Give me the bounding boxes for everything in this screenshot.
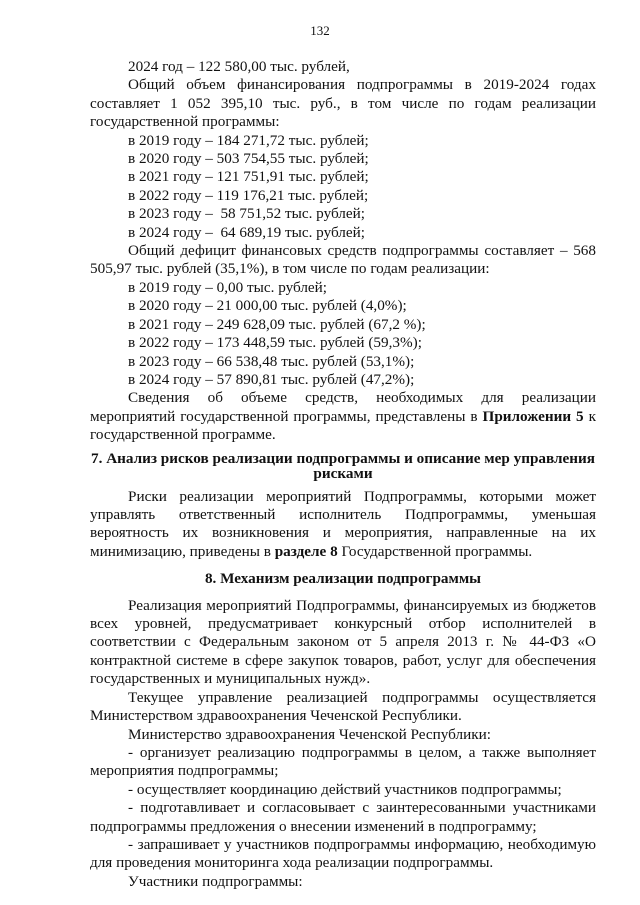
funding-year-item: в 2020 году – 503 754,55 тыс. рублей; [128, 150, 369, 168]
funding-year-item: в 2024 году – 64 689,19 тыс. рублей; [128, 223, 365, 241]
deficit-year-item: в 2023 году – 66 538,48 тыс. рублей (53,1%); [128, 352, 415, 370]
deficit-year-item: в 2019 году – 0,00 тыс. рублей; [128, 278, 328, 296]
deficit-year-item: в 2020 году – 21 000,00 тыс. рублей (4,0%); [128, 297, 407, 315]
page-body [90, 58, 596, 891]
page-number: 132 [310, 23, 330, 38]
funding-year-item: в 2022 году – 119 176,21 тыс. рублей; [128, 186, 369, 204]
ministry-duty-item: - осуществляет координацию действий участников подпрограммы; [128, 780, 562, 798]
ministry-line: Министерство здравоохранения Чеченской Республики: [128, 725, 491, 743]
deficit-paragraph: Общий дефицит финансовых средств подпрограммы составляет – 568 505,97 тыс. рублей (35,1%), в том числе по годам реализации: [90, 242, 596, 278]
ministry-duty-item: - организует реализацию подпрограммы в целом, а также выполняет мероприятия подпрограммы; [90, 743, 596, 780]
appendix-reference: Приложении 5 [482, 407, 584, 425]
funding-2024-line: 2024 год – 122 580,00 тыс. рублей, [128, 58, 350, 75]
funding-year-item: в 2021 году – 121 751,91 тыс. рублей; [128, 168, 369, 186]
appendix-note-paragraph: Сведения об объеме средств, необходимых для реализации мероприятий государственной программы, представлены в Приложении 5 к государственной программе. [90, 389, 596, 444]
deficit-year-item: в 2021 году – 249 628,09 тыс. рублей (67,2 %); [128, 315, 426, 333]
deficit-year-item: в 2022 году – 173 448,59 тыс. рублей (59,3%); [128, 334, 422, 352]
ministry-duty-item: - подготавливает и согласовывает с заинтересованными участниками подпрограммы предложения о внесении изменений в подпрограмму; [90, 799, 596, 835]
funding-year-item: в 2019 году – 184 271,72 тыс. рублей; [128, 131, 369, 149]
deficit-year-item: в 2024 году – 57 890,81 тыс. рублей (47,2%); [128, 370, 415, 388]
section-reference: разделе 8 [274, 542, 338, 560]
section-8-heading: 8. Механизм реализации подпрограммы [204, 570, 482, 588]
management-paragraph: Текущее управление реализацией подпрограммы осуществляется Министерством здравоохранения Чеченской Республики. [90, 688, 596, 725]
section-7-heading: 7. Анализ рисков реализации подпрограммы и описание мер управления рисками [91, 449, 595, 483]
risks-paragraph: Риски реализации мероприятий Подпрограммы, которыми может управлять ответственный исполнитель Подпрограммы, уменьшая вероятность их возникновения и мероприятия, направленные на их минимизацию, приведены в разделе 8 Государственной программы. [90, 487, 596, 560]
participants-line: Участники подпрограммы: [128, 872, 303, 890]
ministry-duty-item: - запрашивает у участников подпрограммы информацию, необходимую для проведения мониторинга хода реализации подпрограммы. [90, 835, 596, 872]
mechanism-paragraph: Реализация мероприятий Подпрограммы, финансируемых из бюджетов всех уровней, предусматривает конкурсный отбор исполнителей в соответствии с Федеральным законом от 5 апреля 2013 г. № 44-ФЗ «О контрактной системе в сфере закупок товаров, работ, услуг для обеспечения государственных и муниципальных нужд». [90, 596, 596, 688]
total-funding-paragraph: Общий объем финансирования подпрограммы в 2019-2024 годах составляет 1 052 395,10 тыс. руб., в том числе по годам реализации государственной программы: [90, 76, 596, 131]
funding-year-item: в 2023 году – 58 751,52 тыс. рублей; [128, 205, 365, 223]
